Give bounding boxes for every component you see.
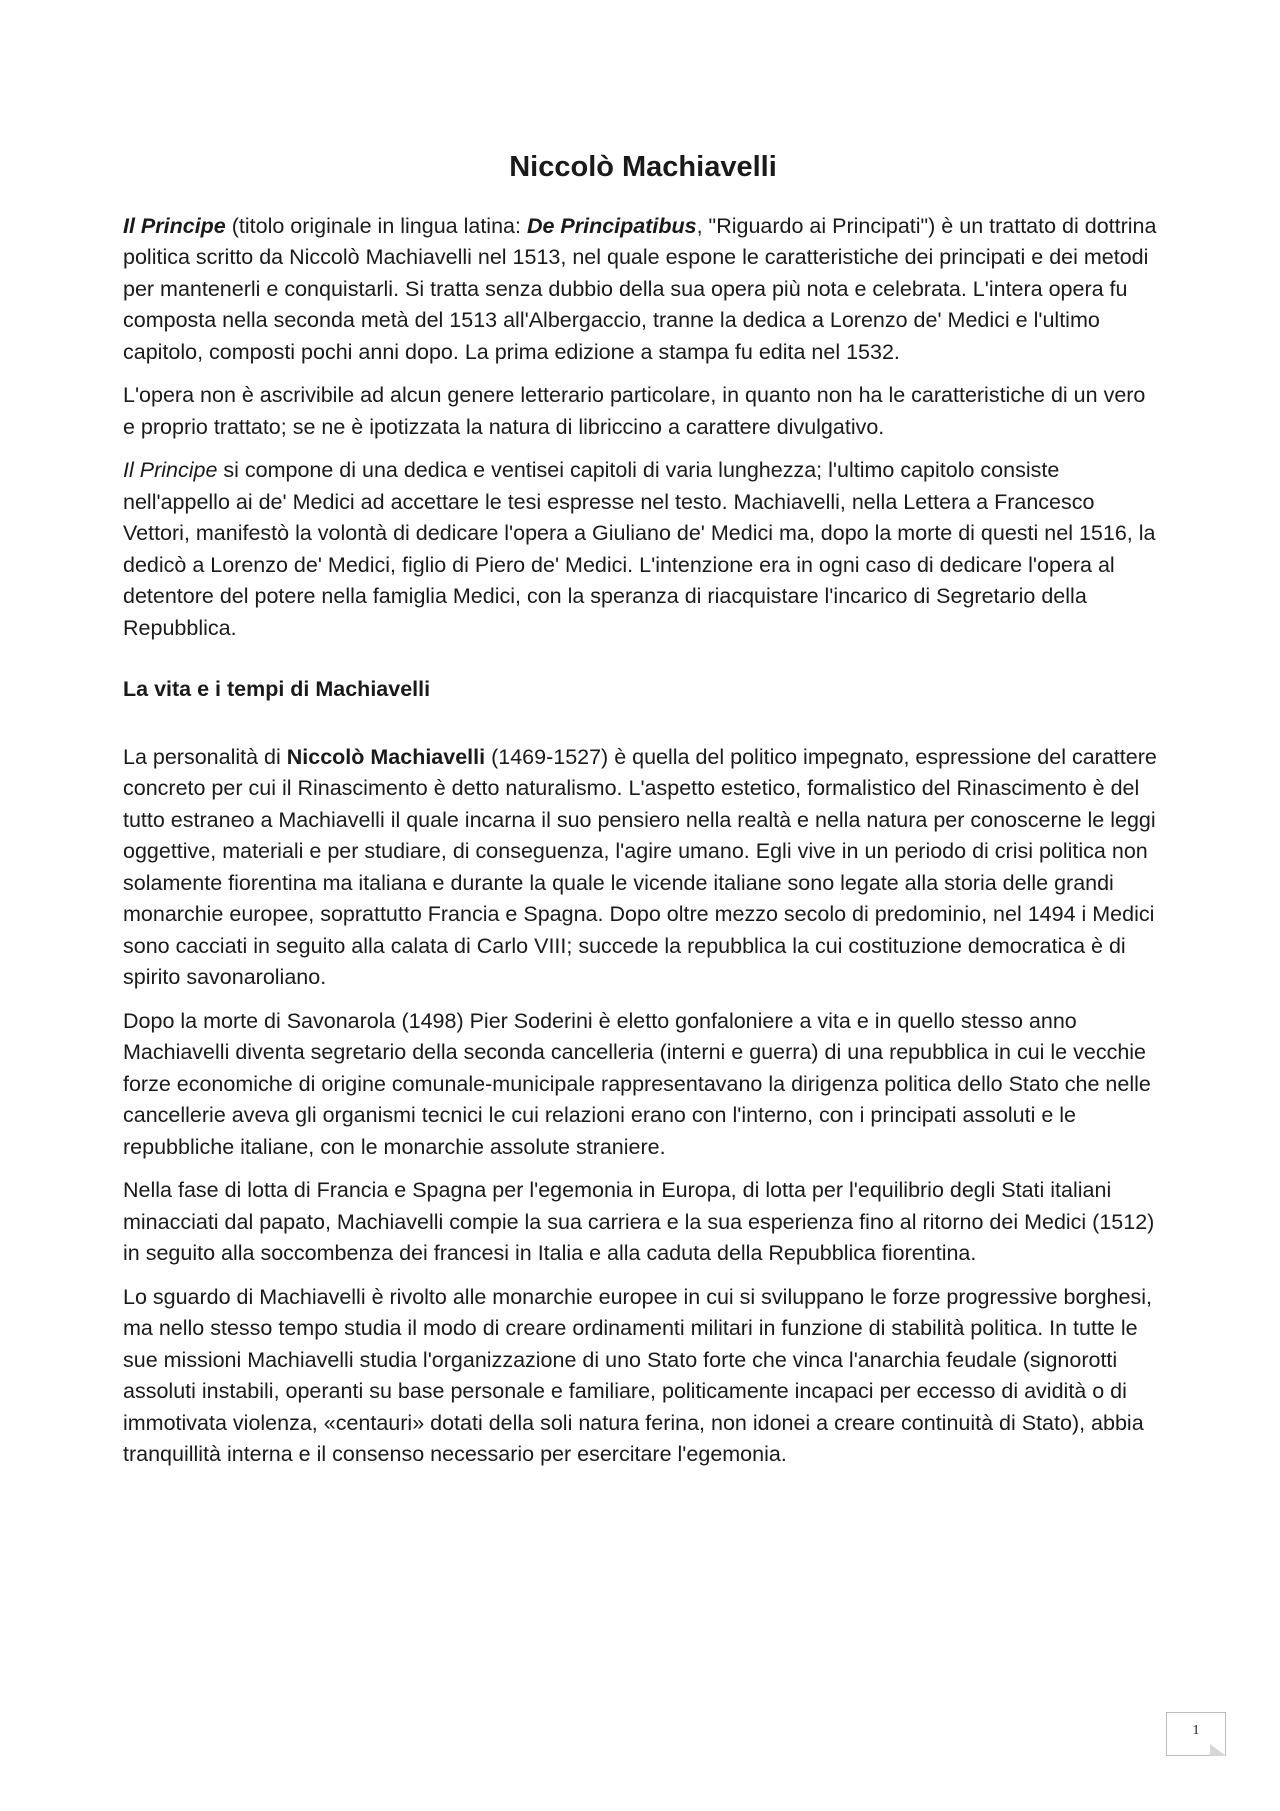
intro-paragraph-2: L'opera non è ascrivibile ad alcun genere letterario particolare, in quanto non ha le caratteristiche di un vero e proprio trattato; se ne è ipotizzata la natura di libriccino a carattere divulgativo.: [123, 383, 1146, 439]
page-number-badge: [1166, 1712, 1226, 1756]
book-title-italic: Il Principe: [123, 458, 218, 483]
paragraph-text: (1469-1527) è quella del politico impegnato, espressione del carattere concreto per cui il Rinascimento è detto naturalismo. L'aspetto estetico, formalistico del Rinascimento è del tutto estraneo a Machiavelli il quale incarna il suo pensiero nella realtà e nella natura per conoscerne le leggi oggettive, materiali e per studiare, di conseguenza, l'agire umano. Egli vive in un periodo di crisi politica non solamente fiorentina ma italiana e durante la quale le vicende italiane sono legate alla storia delle grandi monarchie europee, soprattutto Francia e Spagna. Dopo oltre mezzo secolo di predominio, nel 1494 i Medici sono cacciati in seguito alla calata di Carlo VIII; succede la repubblica la cui costituzione democratica è di spirito savonaroliano.: [123, 744, 1157, 990]
paragraph-text: La personalità di: [123, 744, 287, 769]
latin-title-emphasis: De Principatibus: [526, 213, 697, 238]
page-number: 1: [1192, 1723, 1200, 1738]
page-curl-icon: [1210, 1744, 1226, 1756]
document-page: [123, 150, 1163, 1483]
section-heading: La vita e i tempi di Machiavelli: [123, 677, 431, 702]
document-title: Niccolò Machiavelli: [509, 151, 777, 183]
section-paragraph-1: [123, 742, 1163, 994]
section-paragraph-2: Dopo la morte di Savonarola (1498) Pier Soderini è eletto gonfaloniere a vita e in quello stesso anno Machiavelli diventa segretario della seconda cancelleria (interni e guerra) di una repubblica in cui le vecchie forze economiche di origine comunale-municipale rappresentavano la dirigenza politica dello Stato che nelle cancellerie aveva gli organismi tecnici le cui relazioni erano con l'interno, con i principati assoluti e le repubbliche italiane, con le monarchie assolute straniere.: [123, 1008, 1151, 1159]
section-paragraph-3: Nella fase di lotta di Francia e Spagna per l'egemonia in Europa, di lotta per l'equilibrio degli Stati italiani minacciati dal papato, Machiavelli compie la sua carriera e la sua esperienza fino al ritorno dei Medici (1512) in seguito alla soccombenza dei francesi in Italia e alla caduta della Repubblica fiorentina.: [123, 1178, 1155, 1266]
intro-paragraph-3: [123, 455, 1163, 644]
paragraph-text: (titolo originale in lingua latina:: [225, 213, 527, 238]
author-name-bold: Niccolò Machiavelli: [286, 744, 486, 769]
book-title-emphasis: Il Principe: [123, 213, 226, 238]
paragraph-text: si compone di una dedica e ventisei capitoli di varia lunghezza; l'ultimo capitolo consiste nell'appello ai de' Medici ad accettare le tesi espresse nel testo. Machiavelli, nella Lettera a Francesco Vettori, manifestò la volontà di dedicare l'opera a Giuliano de' Medici ma, dopo la morte di questi nel 1516, la dedicò a Lorenzo de' Medici, figlio di Piero de' Medici. L'intenzione era in ogni caso di dedicare l'opera al detentore del potere nella famiglia Medici, con la speranza di riacquistare l'incarico di Segretario della Repubblica.: [123, 458, 1156, 640]
paragraph-text: , "Riguardo ai Principati") è un trattato di dottrina politica scritto da Niccolò Machiavelli nel 1513, nel quale espone le caratteristiche dei principati e dei metodi per mantenerli e conquistarli. Si tratta senza dubbio della sua opera più nota e celebrata. L'intera opera fu composta nella seconda metà del 1513 all'Albergaccio, tranne la dedica a Lorenzo de' Medici e l'ultimo capitolo, composti pochi anni dopo. La prima edizione a stampa fu edita nel 1532.: [123, 213, 1157, 364]
section-paragraph-4: Lo sguardo di Machiavelli è rivolto alle monarchie europee in cui si sviluppano le forze progressive borghesi, ma nello stesso tempo studia il modo di creare ordinamenti militari in funzione di stabilità politica. In tutte le sue missioni Machiavelli studia l'organizzazione di uno Stato forte che vinca l'anarchia feudale (signorotti assoluti instabili, operanti su base personale e familiare, politicamente incapaci per eccesso di avidità o di immotivata violenza, «centauri» dotati della soli natura ferina, non idonei a creare continuità di Stato), abbia tranquillità interna e il consenso necessario per esercitare l'egemonia.: [123, 1284, 1152, 1467]
intro-paragraph-1: [123, 211, 1163, 369]
